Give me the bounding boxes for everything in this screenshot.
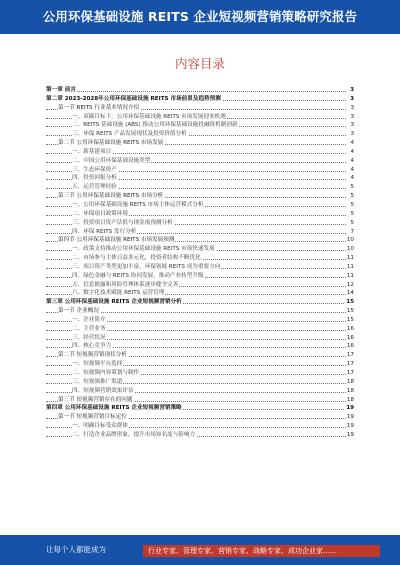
toc-entry-page: 5 [350,184,354,191]
toc-entry[interactable] [46,351,354,360]
toc-entry[interactable] [46,86,354,95]
toc-entry-title: 第二节 短视频营销现状分析 [58,352,127,359]
toc-entry-page: 17 [346,361,354,368]
toc-entry-page: 3 [350,95,354,102]
toc-entry[interactable] [46,245,354,254]
toc-entry-title: 五、信息披露和风险管理体系逐步健全完善 [72,281,179,288]
toc-entry[interactable] [46,263,354,272]
toc-entry-page: 5 [350,193,354,200]
toc-entry[interactable] [46,228,354,237]
toc-entry[interactable] [46,192,354,201]
toc-entry-page: 14 [346,290,354,297]
toc-entry-page: 5 [350,210,354,217]
toc-entry-title: 第四章 公用环保基础设施 REITS 企业短视频营销策略 [46,405,182,412]
toc-entry-page: 4 [350,148,354,155]
toc-entry[interactable] [46,210,354,219]
toc-entry-page: 19 [346,431,354,438]
toc-entry-page: 10 [346,237,354,244]
toc-entry-title: 第一节 短视频营销目标定位 [58,414,127,421]
toc-entry[interactable] [46,387,354,396]
toc-entry[interactable] [46,422,354,431]
toc-entry-title: 一、公用环保基础设施 REITS 市场主体运营模式分析 [72,201,204,208]
toc-entry-page: 17 [346,370,354,376]
toc-entry-title: 四、核心竞争力 [72,343,112,350]
toc-entry-title: 三、经营状况 [72,334,106,341]
toc-entry-title: 二、主营业务 [72,325,106,332]
toc-entry[interactable] [46,254,354,263]
toc-entry[interactable] [46,272,354,281]
toc-entry[interactable] [46,316,354,325]
toc-entry-title: 二、短视频内容策划与制作 [72,370,140,376]
toc-entry-page: 5 [350,201,354,208]
toc-entry-title: 五、运营管理经验 [72,184,117,191]
toc-entry-page: 18 [346,378,354,385]
toc-entry[interactable] [46,325,354,334]
toc-entry-title: 第三节 公用环保基础设施 REITS 市场分析 [58,193,164,200]
toc-entry[interactable] [46,157,354,166]
toc-entry[interactable] [46,404,354,413]
dot-leader [46,91,346,92]
toc-entry-page: 5 [350,219,354,226]
toc-entry-page: 11 [346,255,354,262]
toc-entry-title: 三、投资项目资产估值与现金流预测分析 [72,219,173,226]
toc-entry-title: 二、打造企业品牌形象，提升市场知名度与影响力 [72,431,196,438]
toc-entry-title: 四、绿色金融与 REITS 协同发展，推动产业转型升级 [72,272,204,279]
toc-entry[interactable] [46,121,354,130]
toc-entry-page: 7 [350,228,354,235]
toc-entry[interactable] [46,307,354,316]
toc-entry-page: 4 [350,140,354,147]
toc-entry-title: 四、投资回报分析 [72,175,117,182]
toc-entry-page: 16 [346,343,354,350]
toc-entry[interactable] [46,334,354,343]
toc-entry-title: 一、短视频平台选择 [72,361,123,368]
toc-entry-page: 10 [346,246,354,253]
toc-entry[interactable] [46,342,354,351]
footer-slogan: 让每个人都能成为 [46,545,106,554]
toc-entry-page: 18 [346,396,354,403]
toc-entry-title: 四、环保 REITS 发行分析 [72,228,137,235]
footer-bar [0,535,400,565]
footer-tagline: 行业专家、管理专家、营销专家、战略专家、成功企业家…… [143,545,380,557]
toc-entry-title: 三、环保 REITS 产品发展现状及投资价值分析 [72,131,187,138]
toc-entry-title: 一、双碳目标下，公用环保基础设施 REITS 市场发展迎来机遇 [72,113,226,120]
toc-entry[interactable] [46,289,354,298]
toc-entry[interactable] [46,396,354,405]
toc-entry-page: 15 [346,308,354,315]
toc-entry-title: 六、数字化技术赋能 REITS 运营管理 [72,290,165,297]
toc-entry-title: 第一章 前言 [46,87,76,93]
toc-entry[interactable] [46,174,354,183]
toc-entry-title: 三、生态环保资产 [72,166,117,173]
toc-entry-title: 三、项目资产类型更加丰富，环保领域 REITS 成为重要方向 [72,263,221,270]
toc-entry-page: 4 [350,166,354,173]
toc-entry-page: 3 [350,104,354,111]
toc-entry-title: 一、新基建项目 [72,148,112,155]
toc-entry-title: 第二章 2023-2028年公用环保基础设施 REITS 市场前景及趋势预测 [46,95,221,102]
toc-entry-title: 一、企业简介 [72,316,106,323]
toc-entry-page: 12 [346,281,354,288]
header-bar [0,0,400,34]
toc-entry-page: 16 [346,325,354,332]
report-title: 公用环保基础设施 REITS 企业短视频营销策略研究报告 [42,9,358,24]
toc-entry-title: 第一节 REITS 行业基本情况介绍 [58,104,140,111]
toc-entry[interactable] [46,369,354,378]
toc-entry-title: 三、短视频推广渠道 [72,378,123,385]
toc-entry-page: 3 [350,131,354,138]
toc-entry-page: 3 [350,122,354,129]
table-of-contents [46,86,354,440]
toc-entry-title: 第四节 公用环保基础设施 REITS 市场发展预测 [58,237,175,244]
toc-entry-title: 二、REITS 基础设施 (ABS) 推动公用环保基础设施投融资机制创新 [72,122,238,129]
toc-entry[interactable] [46,139,354,148]
toc-entry-page: 16 [346,334,354,341]
toc-entry-title: 二、中国公用环保基础设施类型 [72,157,151,164]
toc-entry-page: 15 [346,316,354,323]
toc-entry-page: 19 [346,405,354,412]
toc-entry[interactable] [46,431,354,440]
toc-entry[interactable] [46,183,354,192]
toc-entry[interactable] [46,201,354,210]
toc-entry-title: 四、短视频营销效果评估 [72,387,134,394]
toc-entry[interactable] [46,130,354,139]
toc-heading: 内容目录 [174,56,225,71]
toc-entry-page: 4 [350,157,354,164]
toc-entry[interactable] [46,148,354,157]
toc-entry[interactable] [46,113,354,122]
toc-entry-title: 一、明确目标受众群体 [72,423,128,430]
toc-entry[interactable] [46,298,354,307]
toc-entry[interactable] [46,95,354,104]
toc-entry[interactable] [46,413,354,422]
toc-entry-page: 4 [350,175,354,182]
toc-entry[interactable] [46,166,354,175]
toc-entry-title: 第二节 公用环保基础设施 REITS 市场发展 [58,140,164,147]
toc-entry-title: 第一节 企业概况 [58,308,99,315]
toc-entry-page: 3 [350,113,354,120]
toc-entry-page: 19 [346,423,354,430]
toc-entry[interactable] [46,360,354,369]
toc-entry-page: 15 [346,299,354,306]
toc-entry[interactable] [46,236,354,245]
toc-entry-title: 第三节 短视频营销存在的问题 [58,396,133,403]
toc-entry[interactable] [46,378,354,387]
toc-entry-title: 二、环保项目政策环境 [72,210,128,217]
toc-entry[interactable] [46,104,354,113]
toc-entry-page: 11 [346,263,354,270]
toc-entry-page: 19 [346,414,354,421]
toc-entry-page: 18 [346,387,354,394]
toc-entry[interactable] [46,281,354,290]
toc-entry[interactable] [46,219,354,228]
toc-entry-page: 3 [350,87,354,93]
toc-entry-page: 11 [346,272,354,279]
toc-entry-title: 一、政策支持推动公用环保基础设施 REITS 市场快速发展 [72,246,215,253]
toc-entry-page: 17 [346,352,354,359]
toc-entry-title: 二、市场参与主体日益多元化，投资者结构不断优化 [72,255,201,262]
toc-entry-title: 第三章 公用环保基础设施 REITS 企业短视频营销分析 [46,299,182,306]
